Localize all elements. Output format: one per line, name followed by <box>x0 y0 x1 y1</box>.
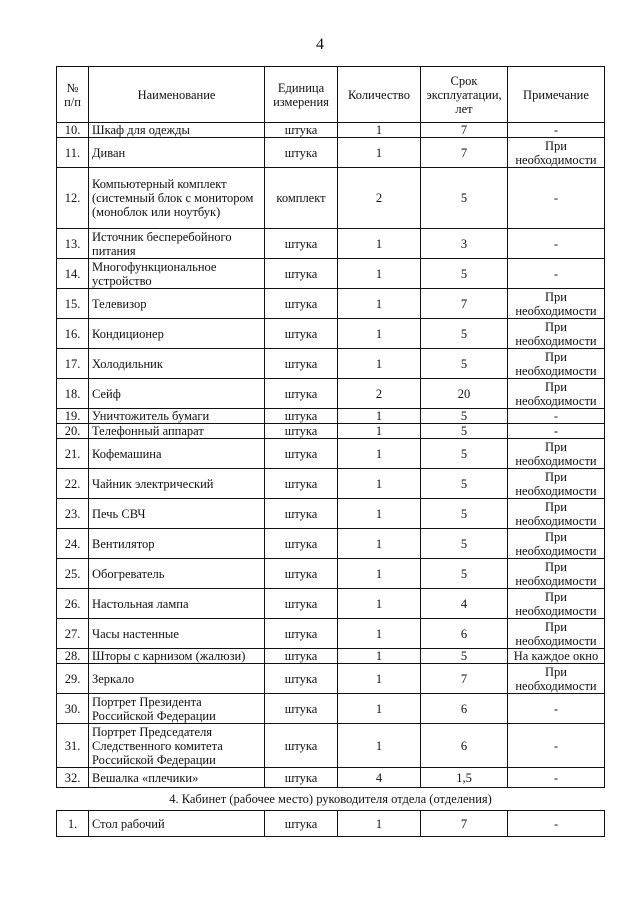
table-row <box>57 168 605 229</box>
table-row <box>57 289 605 319</box>
cell-note: При необходимости <box>508 439 605 469</box>
cell-note: - <box>508 424 605 439</box>
table-row <box>57 424 605 439</box>
cell-qty: 1 <box>338 138 421 168</box>
section-table <box>56 790 605 837</box>
cell-life: 7 <box>421 123 508 138</box>
cell-qty: 1 <box>338 649 421 664</box>
cell-unit: штука <box>265 409 338 424</box>
cell-life: 5 <box>421 409 508 424</box>
cell-no: 29. <box>57 664 89 694</box>
cell-qty: 1 <box>338 499 421 529</box>
cell-no: 18. <box>57 379 89 409</box>
cell-qty: 1 <box>338 409 421 424</box>
cell-life: 7 <box>421 664 508 694</box>
cell-note: При необходимости <box>508 319 605 349</box>
cell-no: 19. <box>57 409 89 424</box>
cell-no: 1. <box>57 811 89 837</box>
cell-unit: штука <box>265 259 338 289</box>
cell-life: 5 <box>421 168 508 229</box>
cell-unit: штука <box>265 811 338 837</box>
cell-life: 5 <box>421 439 508 469</box>
table-row <box>57 229 605 259</box>
cell-note: При необходимости <box>508 138 605 168</box>
cell-unit: штука <box>265 664 338 694</box>
header-no: № п/п <box>57 67 89 123</box>
cell-no: 12. <box>57 168 89 229</box>
cell-name: Компьютерный комплект (системный блок с монитором (моноблок или ноутбук) <box>89 168 265 229</box>
cell-life: 6 <box>421 724 508 768</box>
cell-life: 3 <box>421 229 508 259</box>
cell-name: Диван <box>89 138 265 168</box>
cell-note: При необходимости <box>508 619 605 649</box>
cell-no: 21. <box>57 439 89 469</box>
cell-note: - <box>508 694 605 724</box>
cell-name: Портрет Председателя Следственного комитета Российской Федерации <box>89 724 265 768</box>
cell-name: Настольная лампа <box>89 589 265 619</box>
cell-name: Телефонный аппарат <box>89 424 265 439</box>
cell-name: Зеркало <box>89 664 265 694</box>
cell-life: 5 <box>421 319 508 349</box>
cell-name: Стол рабочий <box>89 811 265 837</box>
cell-name: Часы настенные <box>89 619 265 649</box>
page-number: 4 <box>316 36 324 53</box>
cell-unit: штука <box>265 649 338 664</box>
table-row <box>57 664 605 694</box>
cell-unit: штука <box>265 319 338 349</box>
table-row <box>57 694 605 724</box>
cell-name: Телевизор <box>89 289 265 319</box>
cell-note: - <box>508 229 605 259</box>
cell-name: Многофункциональное устройство <box>89 259 265 289</box>
cell-name: Чайник электрический <box>89 469 265 499</box>
cell-life: 20 <box>421 379 508 409</box>
cell-unit: штука <box>265 469 338 499</box>
cell-unit: штука <box>265 529 338 559</box>
cell-life: 6 <box>421 694 508 724</box>
cell-no: 27. <box>57 619 89 649</box>
cell-qty: 2 <box>338 168 421 229</box>
table-row <box>57 768 605 788</box>
cell-unit: штука <box>265 724 338 768</box>
cell-no: 24. <box>57 529 89 559</box>
cell-name: Вентилятор <box>89 529 265 559</box>
cell-unit: штука <box>265 138 338 168</box>
cell-note: При необходимости <box>508 379 605 409</box>
section-title: 4. Кабинет (рабочее место) руководителя отдела (отделения) <box>169 792 492 806</box>
table-row <box>57 123 605 138</box>
equipment-table <box>56 66 605 788</box>
cell-qty: 1 <box>338 529 421 559</box>
cell-note: - <box>508 168 605 229</box>
cell-note: - <box>508 768 605 788</box>
cell-no: 25. <box>57 559 89 589</box>
cell-name: Сейф <box>89 379 265 409</box>
section-title-row <box>57 790 605 811</box>
cell-qty: 1 <box>338 349 421 379</box>
cell-note: На каждое окно <box>508 649 605 664</box>
cell-life: 7 <box>421 138 508 168</box>
table-row <box>57 259 605 289</box>
header-qty: Количество <box>338 67 421 123</box>
cell-qty: 1 <box>338 319 421 349</box>
table-row <box>57 619 605 649</box>
cell-name: Портрет Президента Российской Федерации <box>89 694 265 724</box>
cell-life: 5 <box>421 469 508 499</box>
cell-life: 5 <box>421 649 508 664</box>
cell-qty: 1 <box>338 724 421 768</box>
cell-unit: штука <box>265 499 338 529</box>
cell-unit: комплект <box>265 168 338 229</box>
cell-note: - <box>508 724 605 768</box>
cell-no: 20. <box>57 424 89 439</box>
cell-life: 7 <box>421 811 508 837</box>
cell-note: При необходимости <box>508 664 605 694</box>
table-row <box>57 529 605 559</box>
cell-life: 5 <box>421 349 508 379</box>
table-row <box>57 559 605 589</box>
table-row <box>57 319 605 349</box>
cell-note: При необходимости <box>508 559 605 589</box>
table-row <box>57 409 605 424</box>
table-row <box>57 349 605 379</box>
cell-life: 5 <box>421 499 508 529</box>
cell-qty: 1 <box>338 289 421 319</box>
cell-unit: штука <box>265 559 338 589</box>
section-body <box>57 790 605 837</box>
cell-no: 31. <box>57 724 89 768</box>
table-row <box>57 649 605 664</box>
table-row <box>57 811 605 837</box>
cell-note: - <box>508 259 605 289</box>
cell-unit: штука <box>265 424 338 439</box>
cell-name: Шкаф для одежды <box>89 123 265 138</box>
header-unit: Единица измерения <box>265 67 338 123</box>
cell-no: 23. <box>57 499 89 529</box>
header-life: Срок эксплуатации, лет <box>421 67 508 123</box>
cell-no: 13. <box>57 229 89 259</box>
cell-unit: штука <box>265 589 338 619</box>
table-row <box>57 138 605 168</box>
cell-name: Источник бесперебойного питания <box>89 229 265 259</box>
cell-life: 1,5 <box>421 768 508 788</box>
cell-no: 30. <box>57 694 89 724</box>
cell-name: Кондиционер <box>89 319 265 349</box>
cell-note: При необходимости <box>508 529 605 559</box>
table-header-row <box>57 67 605 123</box>
cell-qty: 4 <box>338 768 421 788</box>
header-note: Примечание <box>508 67 605 123</box>
cell-life: 5 <box>421 424 508 439</box>
cell-unit: штука <box>265 439 338 469</box>
table-row <box>57 439 605 469</box>
table-body <box>57 123 605 788</box>
cell-unit: штука <box>265 619 338 649</box>
cell-qty: 1 <box>338 664 421 694</box>
cell-name: Холодильник <box>89 349 265 379</box>
cell-qty: 1 <box>338 694 421 724</box>
cell-note: - <box>508 123 605 138</box>
cell-note: При необходимости <box>508 499 605 529</box>
cell-life: 7 <box>421 289 508 319</box>
cell-qty: 1 <box>338 811 421 837</box>
cell-unit: штука <box>265 123 338 138</box>
cell-name: Шторы с карнизом (жалюзи) <box>89 649 265 664</box>
cell-note: При необходимости <box>508 289 605 319</box>
cell-unit: штука <box>265 289 338 319</box>
cell-qty: 1 <box>338 123 421 138</box>
table-row <box>57 499 605 529</box>
cell-no: 10. <box>57 123 89 138</box>
cell-qty: 1 <box>338 424 421 439</box>
cell-name: Уничтожитель бумаги <box>89 409 265 424</box>
cell-note: - <box>508 811 605 837</box>
cell-life: 6 <box>421 619 508 649</box>
cell-no: 17. <box>57 349 89 379</box>
cell-no: 22. <box>57 469 89 499</box>
cell-unit: штука <box>265 229 338 259</box>
cell-unit: штука <box>265 768 338 788</box>
table-row <box>57 469 605 499</box>
header-name: Наименование <box>89 67 265 123</box>
cell-qty: 2 <box>338 379 421 409</box>
cell-qty: 1 <box>338 559 421 589</box>
cell-name: Обогреватель <box>89 559 265 589</box>
cell-unit: штука <box>265 379 338 409</box>
cell-qty: 1 <box>338 229 421 259</box>
cell-unit: штука <box>265 349 338 379</box>
cell-life: 4 <box>421 589 508 619</box>
cell-no: 15. <box>57 289 89 319</box>
table-row <box>57 589 605 619</box>
cell-qty: 1 <box>338 619 421 649</box>
cell-no: 11. <box>57 138 89 168</box>
cell-no: 32. <box>57 768 89 788</box>
cell-note: При необходимости <box>508 589 605 619</box>
cell-qty: 1 <box>338 589 421 619</box>
cell-life: 5 <box>421 259 508 289</box>
cell-qty: 1 <box>338 439 421 469</box>
cell-qty: 1 <box>338 259 421 289</box>
cell-name: Вешалка «плечики» <box>89 768 265 788</box>
cell-note: При необходимости <box>508 349 605 379</box>
cell-no: 16. <box>57 319 89 349</box>
cell-life: 5 <box>421 559 508 589</box>
cell-no: 26. <box>57 589 89 619</box>
cell-name: Кофемашина <box>89 439 265 469</box>
table-row <box>57 379 605 409</box>
cell-unit: штука <box>265 694 338 724</box>
cell-note: При необходимости <box>508 469 605 499</box>
cell-name: Печь СВЧ <box>89 499 265 529</box>
cell-no: 14. <box>57 259 89 289</box>
table-row <box>57 724 605 768</box>
cell-qty: 1 <box>338 469 421 499</box>
cell-life: 5 <box>421 529 508 559</box>
cell-no: 28. <box>57 649 89 664</box>
cell-note: - <box>508 409 605 424</box>
